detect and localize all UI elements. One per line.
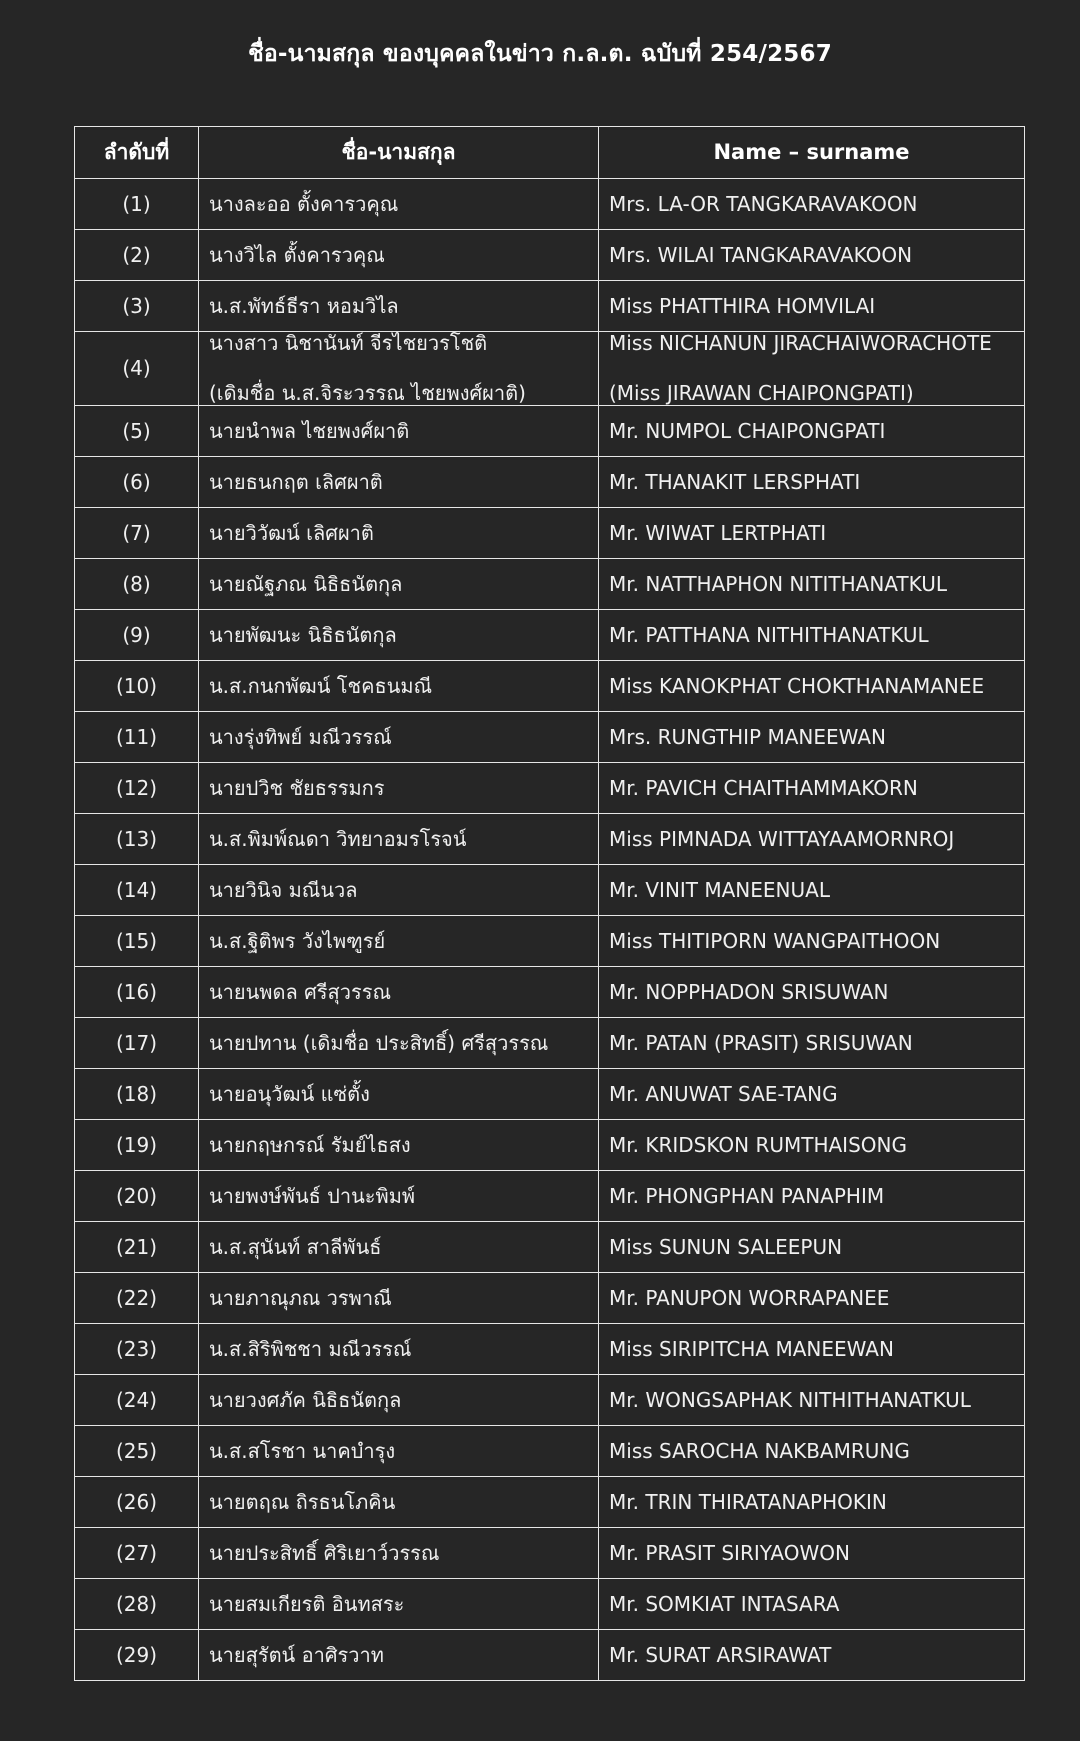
- thai-name-cell: [199, 1324, 599, 1375]
- english-name: Mr. PATTHANA NITHITHANATKUL: [609, 622, 929, 647]
- english-name-cell: [599, 332, 1025, 406]
- thai-name-cell: [199, 179, 599, 230]
- thai-name: นายอนุวัฒน์ แซ่ตั้ง: [209, 1081, 370, 1106]
- thai-name-cell: [199, 1375, 599, 1426]
- english-name: Miss PHATTHIRA HOMVILAI: [609, 293, 876, 318]
- table-row: [75, 332, 1025, 406]
- row-number: (22): [75, 1273, 199, 1324]
- english-name: Mr. PRASIT SIRIYAOWON: [609, 1540, 850, 1565]
- english-name-cell: [599, 712, 1025, 763]
- english-name-cell: [599, 865, 1025, 916]
- english-name: Miss PIMNADA WITTAYAAMORNROJ: [609, 826, 955, 851]
- thai-name: นายตฤณ ถิรธนโภคิน: [209, 1489, 396, 1514]
- names-table: [74, 126, 1025, 1681]
- table-row: [75, 1426, 1025, 1477]
- thai-name-cell: [199, 281, 599, 332]
- row-number: (15): [75, 916, 199, 967]
- row-number: (11): [75, 712, 199, 763]
- english-name-cell: [599, 457, 1025, 508]
- thai-name-cell: [199, 712, 599, 763]
- row-number: (3): [75, 281, 199, 332]
- english-name-cell: [599, 179, 1025, 230]
- english-name-cell: [599, 1426, 1025, 1477]
- thai-name-cell: [199, 610, 599, 661]
- row-number: (25): [75, 1426, 199, 1477]
- thai-name-cell: [199, 1630, 599, 1681]
- row-number: (4): [75, 332, 199, 406]
- table-row: [75, 1375, 1025, 1426]
- document-title: ชื่อ-นามสกุล ของบุคคลในข่าว ก.ล.ต. ฉบับที่ 254/2567: [248, 41, 832, 67]
- thai-name-cell: [199, 230, 599, 281]
- table-row: [75, 1069, 1025, 1120]
- english-name-cell: [599, 559, 1025, 610]
- table-row: [75, 1171, 1025, 1222]
- row-number: (20): [75, 1171, 199, 1222]
- thai-name: นายวิวัฒน์ เลิศผาติ: [209, 520, 374, 545]
- thai-name: นายพงษ์พันธ์ ปานะพิมพ์: [209, 1183, 416, 1208]
- english-name-cell: [599, 1324, 1025, 1375]
- english-name: Miss THITIPORN WANGPAITHOON: [609, 928, 941, 953]
- thai-name: นายพัฒนะ นิธิธนัตกุล: [209, 622, 397, 647]
- thai-name: นายณัฐภณ นิธิธนัตกุล: [209, 571, 403, 596]
- english-name: Mr. KRIDSKON RUMTHAISONG: [609, 1132, 907, 1157]
- row-number: (2): [75, 230, 199, 281]
- row-number: (14): [75, 865, 199, 916]
- table-row: [75, 457, 1025, 508]
- english-name-cell: [599, 1375, 1025, 1426]
- english-name-cell: [599, 1273, 1025, 1324]
- thai-name: น.ส.ฐิติพร วังไพฑูรย์: [209, 928, 386, 953]
- thai-name-cell: [199, 406, 599, 457]
- thai-name: น.ส.สิริพิชชา มณีวรรณ์: [209, 1336, 412, 1361]
- english-name: Mr. TRIN THIRATANAPHOKIN: [609, 1489, 887, 1514]
- table-header-row: [75, 127, 1025, 179]
- thai-name-cell: [199, 332, 599, 406]
- english-name-cell: [599, 1630, 1025, 1681]
- english-name: Mr. ANUWAT SAE-TANG: [609, 1081, 838, 1106]
- thai-name: นายวงศภัค นิธิธนัตกุล: [209, 1387, 402, 1412]
- english-name: Miss SUNUN SALEEPUN: [609, 1234, 843, 1259]
- english-name-cell: [599, 1477, 1025, 1528]
- thai-name-cell: [199, 865, 599, 916]
- row-number: (5): [75, 406, 199, 457]
- thai-name-cell: [199, 559, 599, 610]
- english-name-cell: [599, 508, 1025, 559]
- table-row: [75, 865, 1025, 916]
- table-row: [75, 1630, 1025, 1681]
- english-name-cell: [599, 281, 1025, 332]
- english-name: Mr. PHONGPHAN PANAPHIM: [609, 1183, 885, 1208]
- column-header-thai-name: ชื่อ-นามสกุล: [199, 127, 599, 179]
- table-row: [75, 916, 1025, 967]
- english-name: Mr. SOMKIAT INTASARA: [609, 1591, 840, 1616]
- table-row: [75, 661, 1025, 712]
- thai-name: นางละออ ตั้งคารวคุณ: [209, 191, 399, 216]
- row-number: (18): [75, 1069, 199, 1120]
- english-name-cell: [599, 1579, 1025, 1630]
- column-header-english-name: Name – surname: [599, 127, 1025, 179]
- thai-name: น.ส.สุนันท์ สาลีพันธ์: [209, 1234, 382, 1259]
- thai-name: น.ส.พัทธ์ธีรา หอมวิไล: [209, 293, 399, 318]
- thai-name-cell: [199, 1018, 599, 1069]
- english-name: Mr. PAVICH CHAITHAMMAKORN: [609, 775, 918, 800]
- thai-name: นายปทาน (เดิมชื่อ ประสิทธิ์) ศรีสุวรรณ: [209, 1030, 549, 1055]
- thai-name-cell: [199, 814, 599, 865]
- english-name: Mr. WIWAT LERTPHATI: [609, 520, 827, 545]
- english-name: Mr. NATTHAPHON NITITHANATKUL: [609, 571, 947, 596]
- english-name: Mr. PANUPON WORRAPANEE: [609, 1285, 890, 1310]
- thai-name-cell: [199, 1171, 599, 1222]
- thai-name: นายปวิช ชัยธรรมกร: [209, 775, 385, 800]
- table-row: [75, 281, 1025, 332]
- english-name-cell: [599, 1120, 1025, 1171]
- english-name-cell: [599, 814, 1025, 865]
- thai-name-cell: [199, 457, 599, 508]
- english-name-cell: [599, 763, 1025, 814]
- english-name-cell: [599, 406, 1025, 457]
- english-name: Mr. NOPPHADON SRISUWAN: [609, 979, 889, 1004]
- thai-name-cell: [199, 1528, 599, 1579]
- thai-name-cell: [199, 967, 599, 1018]
- table-row: [75, 1477, 1025, 1528]
- thai-name-cell: [199, 1426, 599, 1477]
- row-number: (29): [75, 1630, 199, 1681]
- table-row: [75, 406, 1025, 457]
- thai-name: นางวิไล ตั้งคารวคุณ: [209, 242, 385, 267]
- thai-name: น.ส.กนกพัฒน์ โชคธนมณี: [209, 673, 433, 698]
- thai-name-cell: [199, 763, 599, 814]
- english-name-cell: [599, 1222, 1025, 1273]
- table-row: [75, 508, 1025, 559]
- table-row: [75, 559, 1025, 610]
- row-number: (23): [75, 1324, 199, 1375]
- english-name: Mr. NUMPOL CHAIPONGPATI: [609, 418, 886, 443]
- table-row: [75, 967, 1025, 1018]
- english-name-cell: [599, 610, 1025, 661]
- table-row: [75, 1222, 1025, 1273]
- row-number: (17): [75, 1018, 199, 1069]
- english-name: (Miss JIRAWAN CHAIPONGPATI): [609, 381, 914, 405]
- thai-name-cell: [199, 1477, 599, 1528]
- row-number: (19): [75, 1120, 199, 1171]
- table-row: [75, 1324, 1025, 1375]
- english-name-cell: [599, 1069, 1025, 1120]
- english-name: Mr. WONGSAPHAK NITHITHANATKUL: [609, 1387, 971, 1412]
- thai-name: น.ส.สโรชา นาคบำรุง: [209, 1438, 396, 1463]
- english-name: Mrs. WILAI TANGKARAVAKOON: [609, 242, 913, 267]
- thai-name-cell: [199, 916, 599, 967]
- thai-name: (เดิมชื่อ น.ส.จิระวรรณ ไชยพงศ์ผาติ): [209, 381, 526, 405]
- table-row: [75, 230, 1025, 281]
- thai-name-cell: [199, 508, 599, 559]
- row-number: (26): [75, 1477, 199, 1528]
- thai-name-cell: [199, 661, 599, 712]
- english-name-cell: [599, 1528, 1025, 1579]
- table-row: [75, 763, 1025, 814]
- table-row: [75, 610, 1025, 661]
- thai-name: นายสมเกียรติ อินทสระ: [209, 1591, 405, 1616]
- table-body: [75, 179, 1025, 1681]
- english-name-cell: [599, 967, 1025, 1018]
- table-row: [75, 814, 1025, 865]
- row-number: (16): [75, 967, 199, 1018]
- row-number: (24): [75, 1375, 199, 1426]
- thai-name: นางรุ่งทิพย์ มณีวรรณ์: [209, 724, 392, 749]
- row-number: (10): [75, 661, 199, 712]
- thai-name: นายนพดล ศรีสุวรรณ: [209, 979, 391, 1004]
- english-name: Mr. THANAKIT LERSPHATI: [609, 469, 861, 494]
- table-row: [75, 1528, 1025, 1579]
- english-name-cell: [599, 230, 1025, 281]
- row-number: (28): [75, 1579, 199, 1630]
- english-name: Miss SAROCHA NAKBAMRUNG: [609, 1438, 910, 1463]
- thai-name: น.ส.พิมพ์ณดา วิทยาอมรโรจน์: [209, 826, 467, 851]
- thai-name: นายนำพล ไชยพงศ์ผาติ: [209, 418, 410, 443]
- table-row: [75, 1120, 1025, 1171]
- english-name: Mr. SURAT ARSIRAWAT: [609, 1642, 832, 1667]
- thai-name: นายวินิจ มณีนวล: [209, 877, 358, 902]
- row-number: (21): [75, 1222, 199, 1273]
- table-row: [75, 712, 1025, 763]
- english-name: Miss KANOKPHAT CHOKTHANAMANEE: [609, 673, 985, 698]
- thai-name-cell: [199, 1120, 599, 1171]
- thai-name: นายกฤษกรณ์ รัมย์ไธสง: [209, 1132, 411, 1157]
- table-row: [75, 1579, 1025, 1630]
- row-number: (7): [75, 508, 199, 559]
- thai-name-cell: [199, 1222, 599, 1273]
- english-name-cell: [599, 916, 1025, 967]
- thai-name: นายประสิทธิ์ ศิริเยาว์วรรณ: [209, 1540, 440, 1565]
- thai-name: นายธนกฤต เลิศผาติ: [209, 469, 383, 494]
- table-row: [75, 1018, 1025, 1069]
- row-number: (8): [75, 559, 199, 610]
- english-name: Mr. VINIT MANEENUAL: [609, 877, 830, 902]
- thai-name: นายภาณุภณ วรพาณี: [209, 1285, 392, 1310]
- table-row: [75, 179, 1025, 230]
- thai-name-cell: [199, 1069, 599, 1120]
- english-name: Mrs. LA-OR TANGKARAVAKOON: [609, 191, 918, 216]
- english-name-cell: [599, 1018, 1025, 1069]
- thai-name: นายสุรัตน์ อาศิรวาท: [209, 1642, 384, 1667]
- row-number: (1): [75, 179, 199, 230]
- thai-name: นางสาว นิชานันท์ จีรไชยวรโชติ: [209, 331, 488, 355]
- row-number: (13): [75, 814, 199, 865]
- row-number: (6): [75, 457, 199, 508]
- thai-name-cell: [199, 1579, 599, 1630]
- english-name-cell: [599, 661, 1025, 712]
- row-number: (12): [75, 763, 199, 814]
- column-header-no: ลำดับที่: [75, 127, 199, 179]
- english-name: Miss SIRIPITCHA MANEEWAN: [609, 1336, 894, 1361]
- thai-name-cell: [199, 1273, 599, 1324]
- table-row: [75, 1273, 1025, 1324]
- english-name: Mrs. RUNGTHIP MANEEWAN: [609, 724, 886, 749]
- row-number: (27): [75, 1528, 199, 1579]
- english-name-cell: [599, 1171, 1025, 1222]
- english-name: Miss NICHANUN JIRACHAIWORACHOTE: [609, 331, 992, 355]
- english-name: Mr. PATAN (PRASIT) SRISUWAN: [609, 1030, 913, 1055]
- row-number: (9): [75, 610, 199, 661]
